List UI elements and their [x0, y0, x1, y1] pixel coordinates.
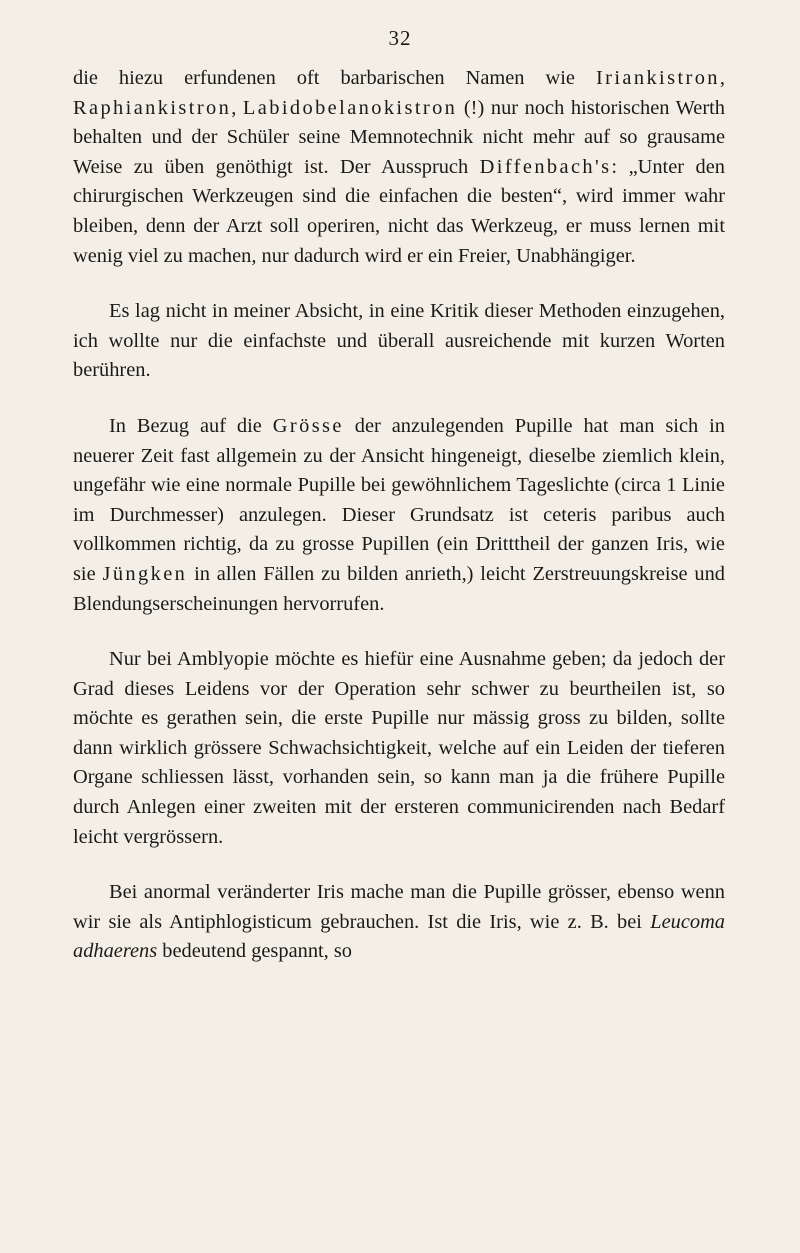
text-segment: in allen Fällen zu bilden anrieth,) leicht Zerstreuungskreise und Blendungserscheinungen hervorrufen.: [73, 562, 726, 615]
text-segment: bedeutend gespannt, so: [157, 940, 352, 963]
text-segment-spaced: Grösse: [272, 414, 344, 437]
text-segment-spaced: Diffenbach's: [479, 155, 612, 178]
text-segment: : „Unter den chirurgischen Werkzeugen sind die einfachen die besten“, wird immer wahr bleiben, denn der Arzt soll operiren, nicht das Werkzeug, er muss lernen mit wenig viel zu machen, nur dadurch wird er ein Freier, Unabhängiger.: [73, 155, 725, 267]
text-segment-spaced: Raphiankistron: [73, 96, 232, 119]
text-segment: ,: [231, 96, 243, 119]
text-segment-spaced: Iriankistron: [595, 67, 720, 89]
text-segment: die hiezu erfundenen oft barbarischen Namen wie: [73, 67, 596, 89]
paragraph-4: [73, 645, 725, 852]
text-segment-spaced: Labidobelanokistron: [242, 96, 458, 119]
text-segment: Es lag nicht in meiner Absicht, in eine Kritik dieser Methoden einzugehen, ich wollte nur die einfachste und überall ausreichende mit kurzen Worten berühren.: [73, 300, 725, 382]
paragraph-5: [73, 878, 725, 967]
page-number: 32: [388, 26, 412, 50]
text-segment: Nur bei Amblyopie möchte es hiefür eine Ausnahme geben; da jedoch der Grad dieses Leidens vor der Operation sehr schwer zu beurtheilen ist, so möchte es gerathen sein, die erste Pupille nur mässig gross zu bilden, sollte dann wirklich grössere Schwachsichtigkeit, welche auf ein Leiden der tieferen Organe schliessen lässt, vorhanden sein, so kann man ja die frühere Pupille durch Anlegen einer zweiten mit der ersteren communicirenden nach Bedarf leicht vergrössern.: [73, 648, 725, 848]
paragraph-1: [73, 64, 725, 271]
paragraph-3: [73, 412, 725, 619]
paragraph-2: [73, 297, 725, 386]
text-segment: ,: [719, 67, 725, 89]
text-segment: In Bezug auf die: [109, 414, 273, 437]
text-segment-spaced: Jüngken: [102, 562, 188, 585]
text-segment: der anzulegenden Pupille hat man sich in neuerer Zeit fast allgemein zu der Ansicht hingeneigt, dieselbe ziemlich klein, ungefähr wie eine normale Pupille bei gewöhnlichem Tageslichte (circa 1 Linie im Durchmesser) anzulegen. Dieser Grundsatz ist ceteris paribus auch vollkommen richtig, da zu grosse Pupillen (ein Dritttheil der ganzen Iris, wie sie: [73, 414, 726, 585]
text-segment: (!) nur noch historischen Werth behalten und der Schüler seine Memnotechnik nicht mehr auf so grausame Weise zu üben genöthigt ist. Der Ausspruch: [73, 96, 725, 178]
text-segment: Bei anormal veränderter Iris mache man die Pupille grösser, ebenso wenn wir sie als Antiphlogisticum gebrauchen. Ist die Iris, wie z. B. bei: [73, 881, 725, 933]
text-segment-italic: Leucoma adhaerens: [73, 910, 725, 963]
body-text: [73, 64, 725, 967]
